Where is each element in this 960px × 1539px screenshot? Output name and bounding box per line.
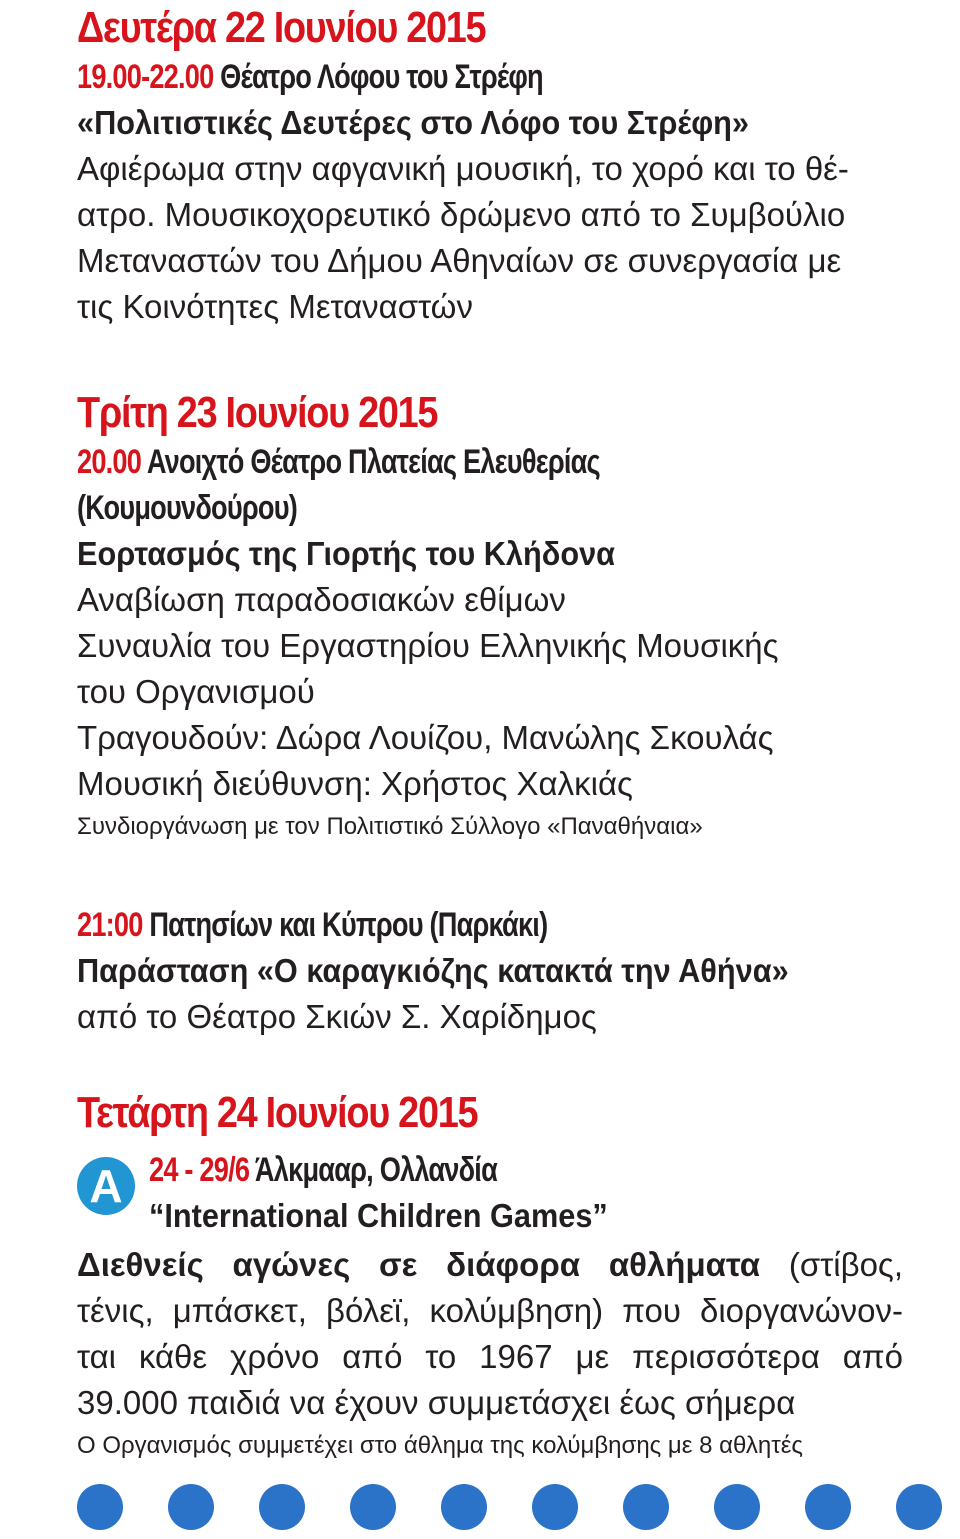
time-venue-tuesday [77, 439, 638, 485]
footer-dot [77, 1484, 123, 1530]
time-venue-monday [77, 54, 695, 100]
time-venue-tuesday-2 [77, 902, 689, 948]
footer-dot [532, 1484, 578, 1530]
footer-dot [168, 1484, 214, 1530]
participation-note: Ο Οργανισμός συμμετέχει στο άθλημα της κολύμβησης με 8 αθλητές [77, 1432, 803, 1459]
description-rest: (στίβος, [788, 1246, 903, 1283]
event-venue-continued: (Κουμουνδούρου) [77, 489, 298, 527]
footer-dot [896, 1484, 942, 1530]
description-line: του Οργανισμού [77, 673, 315, 710]
description-bold: Διεθνείς αγώνες σε διάφορα αθλήματα [77, 1246, 761, 1283]
event-dates: 24 - 29/6 [149, 1151, 250, 1189]
description-line: τένις, μπάσκετ, βόλεϊ, κολύμβηση) που διοργανώνον- [77, 1292, 903, 1329]
description-line: Μουσική διεύθυνση: Χρήστος Χαλκιάς [77, 765, 633, 802]
co-organization-note: Συνδιοργάνωση με τον Πολιτιστικό Σύλλογο «Παναθήναια» [77, 813, 703, 840]
description-line: 39.000 παιδιά να έχουν συμμετάσχει έως σήμερα [77, 1384, 796, 1421]
description-line: Αφιέρωμα στην αφγανική μουσική, το χορό και το θέ- [77, 150, 849, 187]
section-monday [77, 2, 849, 330]
day-heading-tuesday: Τρίτη 23 Ιουνίου 2015 [77, 388, 438, 437]
footer-dot [350, 1484, 396, 1530]
event-description-tuesday [77, 577, 779, 807]
event-title-wednesday: “International Children Games” [149, 1197, 608, 1234]
footer-dot [441, 1484, 487, 1530]
event-time: 19.00-22.00 [77, 58, 214, 96]
description-line: ται κάθε χρόνο από το 1967 με περισσότερα από [77, 1338, 903, 1375]
description-line: τις Κοινότητες Μεταναστών [77, 288, 473, 325]
footer-dot [714, 1484, 760, 1530]
a-logo-icon: A [77, 1157, 135, 1215]
footer-dots [77, 1484, 947, 1530]
footer-dot [623, 1484, 669, 1530]
event-description-tuesday-2: από το Θέατρο Σκιών Σ. Χαρίδημος [77, 998, 597, 1035]
description-line: Τραγουδούν: Δώρα Λουίζου, Μανώλης Σκουλάς [77, 719, 774, 756]
section-tuesday-event-2 [77, 902, 842, 1040]
event-title-monday: «Πολιτιστικές Δευτέρες στο Λόφο του Στρέφη» [77, 104, 749, 141]
event-time: 21:00 [77, 906, 143, 944]
footer-dot [259, 1484, 305, 1530]
event-venue: Πατησίων και Κύπρου (Παρκάκι) [149, 906, 548, 944]
description-line: Αναβίωση παραδοσιακών εθίμων [77, 581, 566, 618]
description-line: ατρο. Μουσικοχορευτικό δρώμενο από το Συμβούλιο [77, 196, 846, 233]
event-venue: Θέατρο Λόφου του Στρέφη [220, 58, 543, 96]
day-heading-monday: Δευτέρα 22 Ιουνίου 2015 [77, 3, 486, 52]
event-description-monday [77, 146, 849, 330]
description-line [77, 1242, 903, 1288]
event-header-wednesday [149, 1147, 642, 1239]
event-place: Άλκμααρ, Ολλανδία [254, 1151, 497, 1189]
day-heading-wednesday: Τετάρτη 24 Ιουνίου 2015 [77, 1088, 478, 1137]
section-wednesday [77, 1087, 907, 1459]
description-line: Μεταναστών του Δήμου Αθηναίων σε συνεργασία με [77, 242, 842, 279]
event-description-wednesday [77, 1242, 903, 1466]
event-title-tuesday: Εορτασμός της Γιορτής του Κλήδονα [77, 535, 616, 572]
footer-dot [805, 1484, 851, 1530]
dates-place [149, 1147, 544, 1193]
event-venue: Ανοιχτό Θέατρο Πλατείας Ελευθερίας [146, 443, 600, 481]
description-line: Συναυλία του Εργαστηρίου Ελληνικής Μουσικής [77, 627, 779, 664]
event-title-tuesday-2: Παράσταση «Ο καραγκιόζης κατακτά την Αθήνα» [77, 952, 789, 989]
section-tuesday [77, 387, 779, 847]
event-time: 20.00 [77, 443, 142, 481]
